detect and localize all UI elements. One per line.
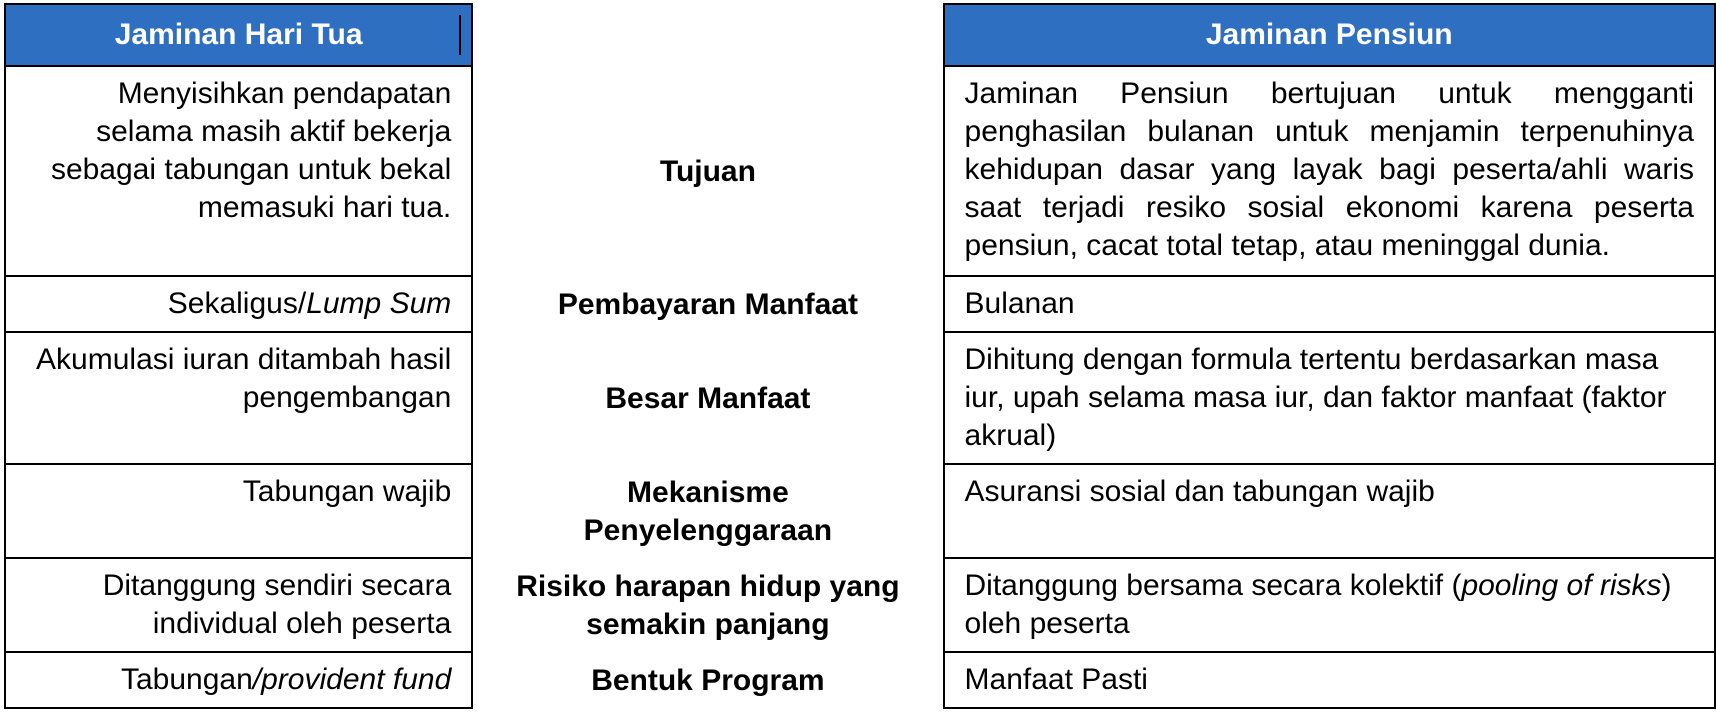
table-row-pembayaran-manfaat <box>4 277 1716 333</box>
cell-jp-tujuan: Jaminan Pensiun bertujuan untuk mengganti penghasilan bulanan untuk menjamin terpenuhinya kehidupan dasar yang layak bagi peserta/ahli waris saat terjadi resiko sosial ekonomi karena peserta pensiun, cacat total tetap, atau meninggal dunia. <box>943 67 1716 277</box>
cell-text-italic: /provident fund <box>252 663 452 696</box>
cell-jht-besar-manfaat: Akumulasi iuran ditambah hasil pengembangan <box>4 333 473 465</box>
header-gap <box>473 3 942 67</box>
cell-jht-risiko: Ditanggung sendiri secara individual oleh peserta <box>4 559 473 653</box>
cell-jht-tujuan: Menyisihkan pendapatan selama masih aktif bekerja sebagai tabungan untuk bekal memasuki hari tua. <box>4 67 473 277</box>
cell-text-italic: pooling of risks <box>1461 569 1662 602</box>
header-jaminan-pensiun <box>943 3 1716 67</box>
cell-text: Tabungan <box>120 663 253 696</box>
header-row <box>4 3 1716 67</box>
table-row-besar-manfaat <box>4 333 1716 465</box>
comparison-table <box>4 3 1716 709</box>
table-row-bentuk-program <box>4 653 1716 709</box>
cell-text: Ditanggung bersama secara kolektif ( <box>964 569 1462 602</box>
cell-jht-mekanisme: Tabungan wajib <box>4 465 473 559</box>
header-right-label: Jaminan Pensiun <box>1205 18 1453 51</box>
cell-text: ) oleh peserta <box>964 569 1672 640</box>
cell-jht-bentuk-program <box>4 653 473 709</box>
criterion-risiko: Risiko harapan hidup yang semakin panjang <box>516 570 900 641</box>
header-left-label: Jaminan Hari Tua <box>114 18 363 51</box>
comparison-table-wrapper <box>4 3 1716 709</box>
table-row-mekanisme <box>4 465 1716 559</box>
criterion-bentuk-program: Bentuk Program <box>591 664 825 697</box>
criterion-besar-manfaat: Besar Manfaat <box>605 382 811 415</box>
cell-jp-risiko <box>943 559 1716 653</box>
cell-jp-mekanisme: Asuransi sosial dan tabungan wajib <box>943 465 1716 559</box>
cell-jp-pembayaran: Bulanan <box>943 277 1716 333</box>
cell-jp-besar-manfaat: Dihitung dengan formula tertentu berdasarkan masa iur, upah selama masa iur, dan faktor manfaat (faktor akrual) <box>943 333 1716 465</box>
table-row-risiko <box>4 559 1716 653</box>
cell-jht-pembayaran <box>4 277 473 333</box>
criterion-tujuan: Tujuan <box>659 155 756 188</box>
cell-jp-bentuk-program: Manfaat Pasti <box>943 653 1716 709</box>
cell-text-italic: Lump Sum <box>306 287 452 320</box>
cell-text: Sekaligus/ <box>167 287 307 320</box>
criterion-mekanisme: Mekanisme Penyelenggaraan <box>583 476 833 547</box>
table-row-tujuan <box>4 67 1716 277</box>
criterion-pembayaran-manfaat: Pembayaran Manfaat <box>557 288 858 321</box>
header-divider <box>459 15 461 55</box>
header-jaminan-hari-tua <box>4 3 473 67</box>
